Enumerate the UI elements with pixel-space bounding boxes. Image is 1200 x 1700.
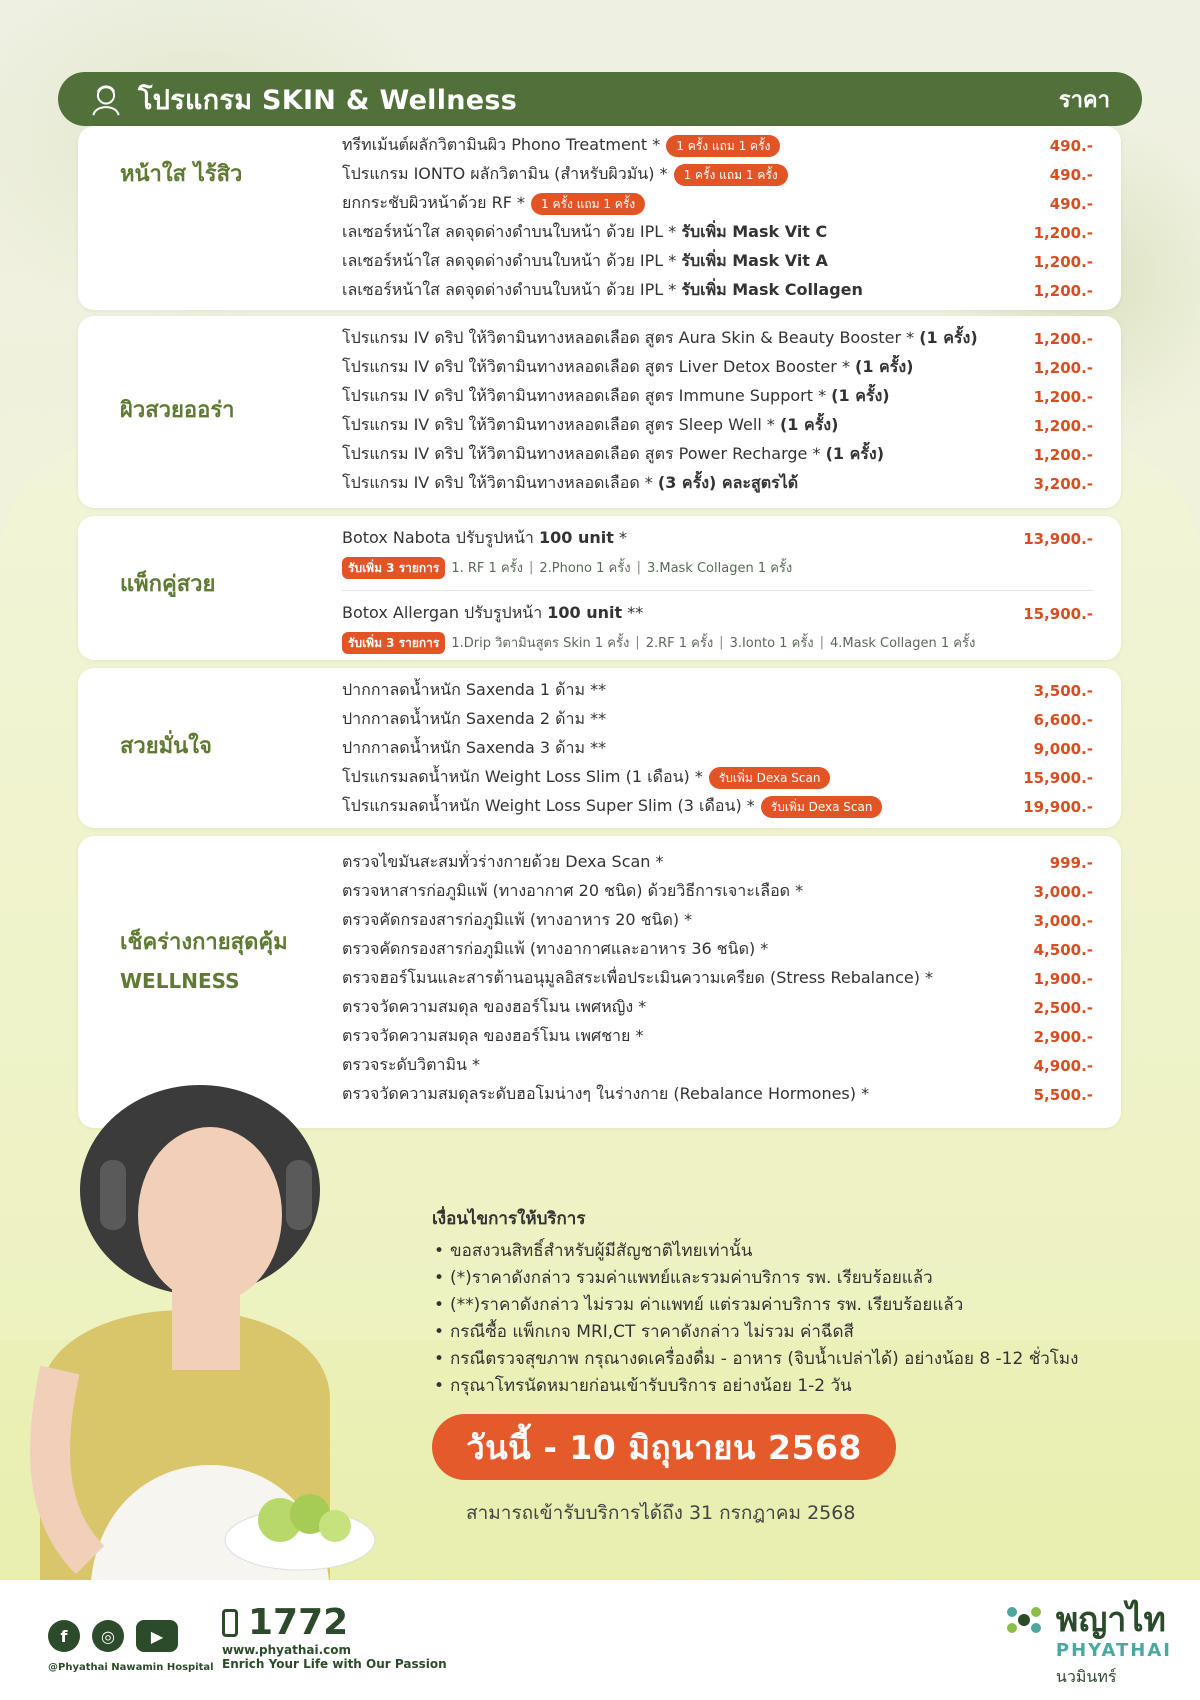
list-item: ยกกระชับผิวหน้าด้วย RF * 1 ครั้ง แถม 1 ครั้ง 490.- [342, 193, 1093, 213]
divider [342, 590, 1093, 591]
phyathai-logo-icon [1000, 1600, 1048, 1640]
condition-item: • กรุณาโทรนัดหมายก่อนเข้ารับบริการ อย่างน้อย 1-2 วัน [432, 1373, 1172, 1400]
item-price: 2,500.- [1033, 998, 1093, 1017]
item-price: 15,900.- [1023, 768, 1093, 787]
promo-badge: รับเพิ่ม Dexa Scan [761, 796, 883, 818]
program-header [58, 72, 1142, 126]
bonus-badge: รับเพิ่ม 3 รายการ [342, 557, 445, 579]
tagline: Enrich Your Life with Our Passion [222, 1657, 447, 1671]
branch-name: นวมินทร์ [1055, 1667, 1117, 1686]
category-label: สวยมั่นใจ [120, 734, 212, 759]
phone-icon [222, 1609, 238, 1637]
item-price: 1,200.- [1033, 445, 1093, 464]
list-item: โปรแกรม IV ดริป ให้วิตามินทางหลอดเลือด สูตร Liver Detox Booster * (1 ครั้ง) 1,200.- [342, 357, 1093, 377]
conditions-list [432, 1238, 1172, 1400]
item-price: 9,000.- [1033, 739, 1093, 758]
item-price: 4,500.- [1033, 940, 1093, 959]
item-price: 2,900.- [1033, 1027, 1093, 1046]
list-item: เลเซอร์หน้าใส ลดจุดด่างดำบนใบหน้า ด้วย IPL * รับเพิ่ม Mask Collagen 1,200.- [342, 280, 1093, 300]
category-label: แพ็กคู่สวย [120, 572, 216, 597]
item-price: 1,900.- [1033, 969, 1093, 988]
list-item: ปากกาลดน้ำหนัก Saxenda 1 ด้าม ** 3,500.- [342, 680, 1093, 700]
list-item: ตรวจหาสารก่อภูมิแพ้ (ทางอากาศ 20 ชนิด) ด้วยวิธีการเจาะเลือด * 3,000.- [342, 881, 1093, 901]
brand-thai: พญาไท [1055, 1600, 1166, 1640]
item-price: 1,200.- [1033, 329, 1093, 348]
list-item: ตรวจวัดความสมดุล ของฮอร์โมน เพศหญิง * 2,500.- [342, 997, 1093, 1017]
condition-item: • (*)ราคาดังกล่าว รวมค่าแพทย์และรวมค่าบริการ รพ. เรียบร้อยแล้ว [432, 1265, 1172, 1292]
item-price: 1,200.- [1033, 281, 1093, 300]
woman-with-salad-illustration [0, 1040, 410, 1600]
list-item: ตรวจวัดความสมดุล ของฮอร์โมน เพศชาย * 2,900.- [342, 1026, 1093, 1046]
brand-en: PHYATHAI [1055, 1640, 1172, 1661]
item-price: 1,200.- [1033, 252, 1093, 271]
footer [0, 1580, 1200, 1700]
promo-badge: รับเพิ่ม Dexa Scan [709, 767, 831, 789]
item-price: 999.- [1049, 853, 1093, 872]
conditions-title: เงื่อนไขการให้บริการ [432, 1209, 586, 1229]
list-item: โปรแกรม IONTO ผลักวิตามิน (สำหรับผิวมัน) * 1 ครั้ง แถม 1 ครั้ง 490.- [342, 164, 1093, 184]
item-price: 3,500.- [1033, 681, 1093, 700]
item-price: 15,900.- [1023, 604, 1093, 623]
package-item: Botox Allergan ปรับรูปหน้า 100 unit ** 15,900.- รับเพิ่ม 3 รายการ 1.Drip วิตามินสูตร Skin 1 ครั้ง | 2.RF 1 ครั้ง | 3.Ionto 1 ครั้ง | 4.Mask Collagen 1 ครั้ง [342, 599, 1093, 657]
hospital-logo [1000, 1600, 1172, 1690]
list-item: เลเซอร์หน้าใส ลดจุดด่างดำบนใบหน้า ด้วย IPL * รับเพิ่ม Mask Vit A 1,200.- [342, 251, 1093, 271]
item-price: 490.- [1049, 136, 1093, 155]
category-label: หน้าใส ไร้สิว [120, 162, 243, 187]
list-item: ปากกาลดน้ำหนัก Saxenda 2 ด้าม ** 6,600.- [342, 709, 1093, 729]
youtube-icon[interactable]: ▶ [136, 1620, 178, 1652]
list-item: โปรแกรม IV ดริป ให้วิตามินทางหลอดเลือด สูตร Sleep Well * (1 ครั้ง) 1,200.- [342, 415, 1093, 435]
item-price: 19,900.- [1023, 797, 1093, 816]
section-card-beauty-pack [78, 516, 1121, 660]
list-item: ตรวจไขมันสะสมทั่วร่างกายด้วย Dexa Scan * 999.- [342, 852, 1093, 872]
hotline-number[interactable]: 1772 [248, 1602, 349, 1643]
item-list [342, 131, 1093, 305]
item-price: 3,000.- [1033, 911, 1093, 930]
condition-item: • กรณีตรวจสุขภาพ กรุณางดเครื่องดื่ม - อาหาร (จิบน้ำเปล่าได้) อย่างน้อย 8 -12 ชั่วโมง [432, 1346, 1172, 1373]
instagram-icon[interactable]: ◎ [92, 1620, 124, 1652]
list-item: โปรแกรม IV ดริป ให้วิตามินทางหลอดเลือด * (3 ครั้ง) คละสูตรได้ 3,200.- [342, 473, 1093, 493]
list-item: โปรแกรม IV ดริป ให้วิตามินทางหลอดเลือด สูตร Aura Skin & Beauty Booster * (1 ครั้ง) 1,200.- [342, 328, 1093, 348]
list-item: ตรวจฮอร์โมนและสารต้านอนุมูลอิสระเพื่อประเมินความเครียด (Stress Rebalance) * 1,900.- [342, 968, 1093, 988]
social-handle: @Phyathai Nawamin Hospital [48, 1662, 214, 1673]
promo-badge: 1 ครั้ง แถม 1 ครั้ง [666, 135, 780, 157]
list-item: เลเซอร์หน้าใส ลดจุดด่างดำบนใบหน้า ด้วย IPL * รับเพิ่ม Mask Vit C 1,200.- [342, 222, 1093, 242]
promo-badge: 1 ครั้ง แถม 1 ครั้ง [674, 164, 788, 186]
item-list [342, 676, 1093, 821]
list-item: ตรวจวัดความสมดุลระดับฮอโมน่างๆ ในร่างกาย (Rebalance Hormones) * 5,500.- [342, 1084, 1093, 1104]
item-price: 490.- [1049, 165, 1093, 184]
category-label: เช็คร่างกายสุดคุ้ม [120, 930, 288, 955]
item-price: 3,200.- [1033, 474, 1093, 493]
hotline-block [222, 1602, 447, 1671]
item-list [342, 324, 1093, 498]
website-link[interactable]: www.phyathai.com [222, 1643, 352, 1657]
list-item: ตรวจคัดกรองสารก่อภูมิแพ้ (ทางอาหาร 20 ชนิด) * 3,000.- [342, 910, 1093, 930]
item-price: 3,000.- [1033, 882, 1093, 901]
list-item: ตรวจคัดกรองสารก่อภูมิแพ้ (ทางอากาศและอาหาร 36 ชนิด) * 4,500.- [342, 939, 1093, 959]
item-price: 6,600.- [1033, 710, 1093, 729]
section-card-confidence [78, 668, 1121, 828]
item-price: 13,900.- [1023, 529, 1093, 548]
list-item: ปากกาลดน้ำหนัก Saxenda 3 ด้าม ** 9,000.- [342, 738, 1093, 758]
section-card-clear-face [78, 126, 1121, 310]
promo-date-banner: วันนี้ - 10 มิถุนายน 2568 [432, 1414, 896, 1480]
item-price: 1,200.- [1033, 416, 1093, 435]
list-item: โปรแกรม IV ดริป ให้วิตามินทางหลอดเลือด สูตร Power Recharge * (1 ครั้ง) 1,200.- [342, 444, 1093, 464]
category-label-en: WELLNESS [120, 969, 240, 993]
list-item: โปรแกรมลดน้ำหนัก Weight Loss Slim (1 เดือน) * รับเพิ่ม Dexa Scan 15,900.- [342, 767, 1093, 787]
page-title: โปรแกรม SKIN & Wellness [138, 84, 518, 116]
package-item: Botox Nabota ปรับรูปหน้า 100 unit * 13,900.- รับเพิ่ม 3 รายการ 1. RF 1 ครั้ง | 2.Phono 1 ครั้ง | 3.Mask Collagen 1 ครั้ง [342, 524, 1093, 582]
item-price: 1,200.- [1033, 387, 1093, 406]
category-label: ผิวสวยออร่า [120, 398, 235, 423]
list-item: ตรวจระดับวิตามิน * 4,900.- [342, 1055, 1093, 1075]
woman-face-icon [88, 81, 124, 117]
valid-until-text: สามารถเข้ารับบริการได้ถึง 31 กรกฎาคม 2568 [466, 1502, 856, 1524]
condition-item: • ขอสงวนสิทธิ์สำหรับผู้มีสัญชาติไทยเท่านั้น [432, 1238, 1172, 1265]
item-price: 4,900.- [1033, 1056, 1093, 1075]
package-list [342, 524, 1093, 657]
item-price: 1,200.- [1033, 223, 1093, 242]
item-price: 1,200.- [1033, 358, 1093, 377]
list-item: โปรแกรม IV ดริป ให้วิตามินทางหลอดเลือด สูตร Immune Support * (1 ครั้ง) 1,200.- [342, 386, 1093, 406]
item-price: 490.- [1049, 194, 1093, 213]
bonus-badge: รับเพิ่ม 3 รายการ [342, 632, 445, 654]
section-card-aura-skin [78, 316, 1121, 508]
item-list [342, 848, 1093, 1109]
item-price: 5,500.- [1033, 1085, 1093, 1104]
condition-item: • กรณีซื้อ แพ็กเกจ MRI,CT ราคาดังกล่าว ไม่รวม ค่าฉีดสี [432, 1319, 1172, 1346]
social-links [48, 1620, 178, 1652]
price-column-header: ราคา [1058, 87, 1110, 113]
condition-item: • (**)ราคาดังกล่าว ไม่รวม ค่าแพทย์ แต่รวมค่าบริการ รพ. เรียบร้อยแล้ว [432, 1292, 1172, 1319]
facebook-icon[interactable]: f [48, 1620, 80, 1652]
list-item: ทรีทเม้นต์ผลักวิตามินผิว Phono Treatment * 1 ครั้ง แถม 1 ครั้ง 490.- [342, 135, 1093, 155]
conditions-panel [432, 1205, 1172, 1400]
promo-badge: 1 ครั้ง แถม 1 ครั้ง [531, 193, 645, 215]
list-item: โปรแกรมลดน้ำหนัก Weight Loss Super Slim (3 เดือน) * รับเพิ่ม Dexa Scan 19,900.- [342, 796, 1093, 816]
